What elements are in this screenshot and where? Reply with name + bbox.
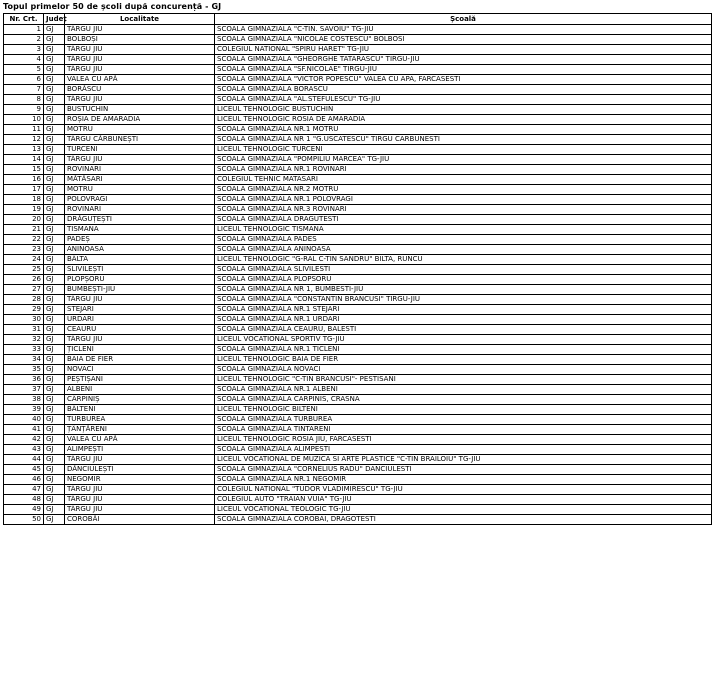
cell-localitate: ROVINARI [65, 165, 215, 175]
cell-nr: 27 [4, 285, 44, 295]
cell-scoala: LICEUL TEHNOLOGIC ROSIA JIU, FARCASESTI [215, 435, 712, 445]
cell-nr: 28 [4, 295, 44, 305]
cell-nr: 48 [4, 495, 44, 505]
cell-nr: 7 [4, 85, 44, 95]
cell-localitate: NEGOMIR [65, 475, 215, 485]
cell-judet: GJ [44, 475, 65, 485]
table-row [4, 385, 712, 395]
table-row [4, 375, 712, 385]
cell-localitate: TISMANA [65, 225, 215, 235]
cell-scoala: SCOALA GIMNAZIALA TINTARENI [215, 425, 712, 435]
cell-nr: 35 [4, 365, 44, 375]
table-row [4, 185, 712, 195]
header-scoala: Școală [215, 14, 712, 25]
cell-scoala: COLEGIUL TEHNIC MATASARI [215, 175, 712, 185]
cell-scoala: LICEUL TEHNOLOGIC "G-RAL C-TIN SANDRU" BILTA, RUNCU [215, 255, 712, 265]
cell-judet: GJ [44, 45, 65, 55]
table-row [4, 115, 712, 125]
cell-judet: GJ [44, 495, 65, 505]
cell-judet: GJ [44, 175, 65, 185]
schools-table [3, 13, 712, 525]
table-row [4, 275, 712, 285]
cell-nr: 8 [4, 95, 44, 105]
table-row [4, 425, 712, 435]
cell-scoala: SCOALA GIMNAZIALA NR 1 "G.USCATESCU" TIRGU CARBUNESTI [215, 135, 712, 145]
table-row [4, 305, 712, 315]
cell-scoala: SCOALA GIMNAZIALA NR.1 ALBENI [215, 385, 712, 395]
cell-localitate: TÂRGU JIU [65, 455, 215, 465]
cell-nr: 36 [4, 375, 44, 385]
cell-judet: GJ [44, 155, 65, 165]
cell-judet: GJ [44, 285, 65, 295]
cell-scoala: LICEUL TEHNOLOGIC "C-TIN BRANCUSI"- PESTISANI [215, 375, 712, 385]
cell-localitate: POLOVRAGI [65, 195, 215, 205]
table-row [4, 265, 712, 275]
table-row [4, 85, 712, 95]
cell-scoala: SCOALA GIMNAZIALA CEAURU, BALESTI [215, 325, 712, 335]
cell-judet: GJ [44, 215, 65, 225]
table-row [4, 245, 712, 255]
table-row [4, 435, 712, 445]
cell-nr: 12 [4, 135, 44, 145]
table-row [4, 355, 712, 365]
cell-judet: GJ [44, 105, 65, 115]
cell-nr: 45 [4, 465, 44, 475]
cell-judet: GJ [44, 35, 65, 45]
cell-judet: GJ [44, 195, 65, 205]
cell-localitate: BUSTUCHIN [65, 105, 215, 115]
table-row [4, 175, 712, 185]
cell-localitate: TÂRGU CĂRBUNEȘTI [65, 135, 215, 145]
table-row [4, 95, 712, 105]
cell-scoala: SCOALA GIMNAZIALA NR.1 STEJARI [215, 305, 712, 315]
cell-nr: 18 [4, 195, 44, 205]
page-title: Topul primelor 50 de școli după concurență - GJ [3, 2, 222, 11]
table-row [4, 135, 712, 145]
cell-scoala: LICEUL TEHNOLOGIC BUSTUCHIN [215, 105, 712, 115]
table-row [4, 25, 712, 35]
cell-localitate: TÂRGU JIU [65, 485, 215, 495]
cell-scoala: SCOALA GIMNAZIALA NR.1 NEGOMIR [215, 475, 712, 485]
cell-localitate: ROVINARI [65, 205, 215, 215]
cell-judet: GJ [44, 85, 65, 95]
table-row [4, 145, 712, 155]
table-row [4, 195, 712, 205]
table-row [4, 405, 712, 415]
cell-nr: 17 [4, 185, 44, 195]
cell-localitate: PEȘTIȘANI [65, 375, 215, 385]
cell-scoala: SCOALA GIMNAZIALA "AL.STEFULESCU" TG-JIU [215, 95, 712, 105]
cell-scoala: SCOALA GIMNAZIALA CARPINIS, CRASNA [215, 395, 712, 405]
table-row [4, 125, 712, 135]
cell-scoala: SCOALA GIMNAZIALA ANINOASA [215, 245, 712, 255]
cell-scoala: SCOALA GIMNAZIALA "POMPILIU MARCEA" TG-JIU [215, 155, 712, 165]
cell-localitate: BAIA DE FIER [65, 355, 215, 365]
table-row [4, 475, 712, 485]
cell-nr: 1 [4, 25, 44, 35]
cell-judet: GJ [44, 75, 65, 85]
table-row [4, 65, 712, 75]
cell-nr: 31 [4, 325, 44, 335]
cell-localitate: TÂRGU JIU [65, 495, 215, 505]
cell-judet: GJ [44, 365, 65, 375]
cell-nr: 37 [4, 385, 44, 395]
cell-judet: GJ [44, 225, 65, 235]
cell-judet: GJ [44, 335, 65, 345]
cell-judet: GJ [44, 95, 65, 105]
cell-localitate: MĂTĂSARI [65, 175, 215, 185]
cell-localitate: STEJARI [65, 305, 215, 315]
cell-nr: 16 [4, 175, 44, 185]
cell-judet: GJ [44, 115, 65, 125]
cell-judet: GJ [44, 55, 65, 65]
cell-scoala: SCOALA GIMNAZIALA COROBAI, DRAGOTESTI [215, 515, 712, 525]
cell-scoala: LICEUL VOCATIONAL DE MUZICA SI ARTE PLASTICE "C-TIN BRAILOIU" TG-JIU [215, 455, 712, 465]
table-row [4, 415, 712, 425]
table-row [4, 315, 712, 325]
cell-localitate: TÂRGU JIU [65, 295, 215, 305]
cell-nr: 43 [4, 445, 44, 455]
cell-localitate: ALBENI [65, 385, 215, 395]
cell-scoala: SCOALA GIMNAZIALA "NICOLAE COSTESCU" BOLBOSI [215, 35, 712, 45]
cell-localitate: BORĂSCU [65, 85, 215, 95]
cell-nr: 40 [4, 415, 44, 425]
cell-localitate: TURBUREA [65, 415, 215, 425]
header-row [4, 14, 712, 25]
cell-judet: GJ [44, 65, 65, 75]
table-row [4, 55, 712, 65]
cell-nr: 26 [4, 275, 44, 285]
cell-nr: 34 [4, 355, 44, 365]
cell-nr: 4 [4, 55, 44, 65]
cell-nr: 44 [4, 455, 44, 465]
table-row [4, 35, 712, 45]
cell-judet: GJ [44, 455, 65, 465]
cell-nr: 29 [4, 305, 44, 315]
cell-scoala: COLEGIUL NATIONAL "SPIRU HARET" TG-JIU [215, 45, 712, 55]
cell-judet: GJ [44, 425, 65, 435]
cell-localitate: TÂRGU JIU [65, 505, 215, 515]
cell-nr: 42 [4, 435, 44, 445]
cell-judet: GJ [44, 315, 65, 325]
cell-nr: 2 [4, 35, 44, 45]
cell-scoala: SCOALA GIMNAZIALA DRAGUTESTI [215, 215, 712, 225]
cell-scoala: SCOALA GIMNAZIALA NR.1 POLOVRAGI [215, 195, 712, 205]
cell-localitate: MOTRU [65, 185, 215, 195]
cell-scoala: SCOALA GIMNAZIALA "VICTOR POPESCU" VALEA CU APA, FARCASESTI [215, 75, 712, 85]
table-row [4, 395, 712, 405]
table-row [4, 515, 712, 525]
header-judet: Județ [44, 14, 65, 25]
cell-localitate: CÂRPINIȘ [65, 395, 215, 405]
cell-judet: GJ [44, 405, 65, 415]
cell-localitate: DĂNCIULEȘTI [65, 465, 215, 475]
cell-localitate: TÂRGU JIU [65, 65, 215, 75]
cell-nr: 50 [4, 515, 44, 525]
cell-scoala: LICEUL VOCATIONAL TEOLOGIC TG-JIU [215, 505, 712, 515]
cell-nr: 3 [4, 45, 44, 55]
table-row [4, 445, 712, 455]
table-row [4, 215, 712, 225]
cell-localitate: VALEA CU APĂ [65, 435, 215, 445]
table-row [4, 465, 712, 475]
cell-localitate: PLOPȘORU [65, 275, 215, 285]
table-row [4, 105, 712, 115]
cell-scoala: SCOALA GIMNAZIALA BORASCU [215, 85, 712, 95]
cell-scoala: SCOALA GIMNAZIALA NR.2 MOTRU [215, 185, 712, 195]
cell-localitate: CEAURU [65, 325, 215, 335]
cell-localitate: ROȘIA DE AMARADIA [65, 115, 215, 125]
cell-judet: GJ [44, 145, 65, 155]
cell-scoala: SCOALA GIMNAZIALA NR 1, BUMBESTI-JIU [215, 285, 712, 295]
table-row [4, 225, 712, 235]
cell-nr: 41 [4, 425, 44, 435]
cell-scoala: SCOALA GIMNAZIALA NR.1 ROVINARI [215, 165, 712, 175]
cell-scoala: SCOALA GIMNAZIALA ALIMPESTI [215, 445, 712, 455]
table-row [4, 485, 712, 495]
cell-nr: 19 [4, 205, 44, 215]
cell-nr: 25 [4, 265, 44, 275]
cell-localitate: TÂRGU JIU [65, 95, 215, 105]
cell-localitate: COROBĂI [65, 515, 215, 525]
cell-nr: 6 [4, 75, 44, 85]
cell-scoala: SCOALA GIMNAZIALA NR.1 MOTRU [215, 125, 712, 135]
cell-scoala: SCOALA GIMNAZIALA SLIVILESTI [215, 265, 712, 275]
cell-nr: 49 [4, 505, 44, 515]
cell-nr: 9 [4, 105, 44, 115]
cell-judet: GJ [44, 135, 65, 145]
cell-judet: GJ [44, 235, 65, 245]
table-row [4, 335, 712, 345]
cell-nr: 38 [4, 395, 44, 405]
cell-scoala: COLEGIUL NATIONAL "TUDOR VLADIMIRESCU" TG-JIU [215, 485, 712, 495]
cell-scoala: LICEUL VOCATIONAL SPORTIV TG-JIU [215, 335, 712, 345]
table-row [4, 495, 712, 505]
cell-scoala: SCOALA GIMNAZIALA PADES [215, 235, 712, 245]
cell-scoala: SCOALA GIMNAZIALA NOVACI [215, 365, 712, 375]
cell-judet: GJ [44, 205, 65, 215]
table-body [4, 25, 712, 525]
cell-localitate: TÂRGU JIU [65, 45, 215, 55]
cell-nr: 39 [4, 405, 44, 415]
table-row [4, 155, 712, 165]
cell-nr: 23 [4, 245, 44, 255]
cell-localitate: URDARI [65, 315, 215, 325]
cell-nr: 33 [4, 345, 44, 355]
table-row [4, 285, 712, 295]
cell-nr: 13 [4, 145, 44, 155]
cell-localitate: TÂRGU JIU [65, 335, 215, 345]
table-row [4, 345, 712, 355]
cell-localitate: ANINOASA [65, 245, 215, 255]
cell-nr: 22 [4, 235, 44, 245]
cell-localitate: TÂRGU JIU [65, 55, 215, 65]
cell-judet: GJ [44, 245, 65, 255]
cell-judet: GJ [44, 185, 65, 195]
cell-localitate: BÂLTA [65, 255, 215, 265]
cell-scoala: LICEUL TEHNOLOGIC ROSIA DE AMARADIA [215, 115, 712, 125]
cell-nr: 15 [4, 165, 44, 175]
cell-scoala: SCOALA GIMNAZIALA PLOPSORU [215, 275, 712, 285]
cell-judet: GJ [44, 125, 65, 135]
table-row [4, 165, 712, 175]
cell-judet: GJ [44, 435, 65, 445]
cell-scoala: SCOALA GIMNAZIALA "GHEORGHE TATARASCU" TIRGU-JIU [215, 55, 712, 65]
cell-scoala: SCOALA GIMNAZIALA TURBUREA [215, 415, 712, 425]
cell-nr: 14 [4, 155, 44, 165]
cell-judet: GJ [44, 355, 65, 365]
header-localitate: Localitate [65, 14, 215, 25]
cell-judet: GJ [44, 295, 65, 305]
cell-nr: 11 [4, 125, 44, 135]
cell-localitate: BOLBOȘI [65, 35, 215, 45]
cell-scoala: LICEUL TEHNOLOGIC TISMANA [215, 225, 712, 235]
cell-scoala: SCOALA GIMNAZIALA "C-TIN. SAVOIU" TG-JIU [215, 25, 712, 35]
cell-scoala: LICEUL TEHNOLOGIC TURCENI [215, 145, 712, 155]
cell-nr: 10 [4, 115, 44, 125]
cell-judet: GJ [44, 395, 65, 405]
cell-scoala: SCOALA GIMNAZIALA "CORNELIUS RADU" DANCIULESTI [215, 465, 712, 475]
cell-scoala: COLEGIUL AUTO "TRAIAN VUIA" TG-JIU [215, 495, 712, 505]
table-row [4, 205, 712, 215]
cell-localitate: VALEA CU APĂ [65, 75, 215, 85]
cell-localitate: BÂLTENI [65, 405, 215, 415]
cell-scoala: SCOALA GIMNAZIALA NR.1 TICLENI [215, 345, 712, 355]
cell-localitate: ȚÂNȚĂRENI [65, 425, 215, 435]
cell-nr: 32 [4, 335, 44, 345]
cell-nr: 46 [4, 475, 44, 485]
cell-judet: GJ [44, 275, 65, 285]
cell-judet: GJ [44, 305, 65, 315]
cell-judet: GJ [44, 25, 65, 35]
cell-scoala: SCOALA GIMNAZIALA "CONSTANTIN BRANCUSI" TIRGU-JIU [215, 295, 712, 305]
cell-judet: GJ [44, 465, 65, 475]
cell-nr: 24 [4, 255, 44, 265]
cell-judet: GJ [44, 375, 65, 385]
cell-localitate: DRĂGUȚEȘTI [65, 215, 215, 225]
cell-judet: GJ [44, 505, 65, 515]
cell-localitate: TÂRGU JIU [65, 25, 215, 35]
cell-nr: 47 [4, 485, 44, 495]
cell-localitate: SLIVILEȘTI [65, 265, 215, 275]
cell-judet: GJ [44, 265, 65, 275]
cell-scoala: SCOALA GIMNAZIALA "SF.NICOLAE" TIRGU-JIU [215, 65, 712, 75]
table-row [4, 365, 712, 375]
cell-judet: GJ [44, 485, 65, 495]
cell-judet: GJ [44, 325, 65, 335]
cell-localitate: BUMBEȘTI-JIU [65, 285, 215, 295]
header-nr: Nr. Crt. [4, 14, 44, 25]
table-row [4, 255, 712, 265]
cell-scoala: LICEUL TEHNOLOGIC BILTENI [215, 405, 712, 415]
cell-judet: GJ [44, 165, 65, 175]
cell-nr: 30 [4, 315, 44, 325]
cell-localitate: ȚICLENI [65, 345, 215, 355]
table-row [4, 235, 712, 245]
table-row [4, 455, 712, 465]
cell-localitate: ALIMPEȘTI [65, 445, 215, 455]
table-row [4, 325, 712, 335]
cell-scoala: SCOALA GIMNAZIALA NR.3 ROVINARI [215, 205, 712, 215]
cell-judet: GJ [44, 415, 65, 425]
cell-judet: GJ [44, 445, 65, 455]
cell-judet: GJ [44, 515, 65, 525]
table-row [4, 295, 712, 305]
table-row [4, 75, 712, 85]
cell-nr: 21 [4, 225, 44, 235]
cell-scoala: LICEUL TEHNOLOGIC BAIA DE FIER [215, 355, 712, 365]
cell-localitate: NOVACI [65, 365, 215, 375]
cell-localitate: TÂRGU JIU [65, 155, 215, 165]
cell-nr: 20 [4, 215, 44, 225]
cell-scoala: SCOALA GIMNAZIALA NR.1 URDARI [215, 315, 712, 325]
cell-nr: 5 [4, 65, 44, 75]
cell-localitate: PADEȘ [65, 235, 215, 245]
table-row [4, 505, 712, 515]
table-row [4, 45, 712, 55]
cell-localitate: MOTRU [65, 125, 215, 135]
cell-localitate: TURCENI [65, 145, 215, 155]
cell-judet: GJ [44, 255, 65, 265]
cell-judet: GJ [44, 385, 65, 395]
cell-judet: GJ [44, 345, 65, 355]
